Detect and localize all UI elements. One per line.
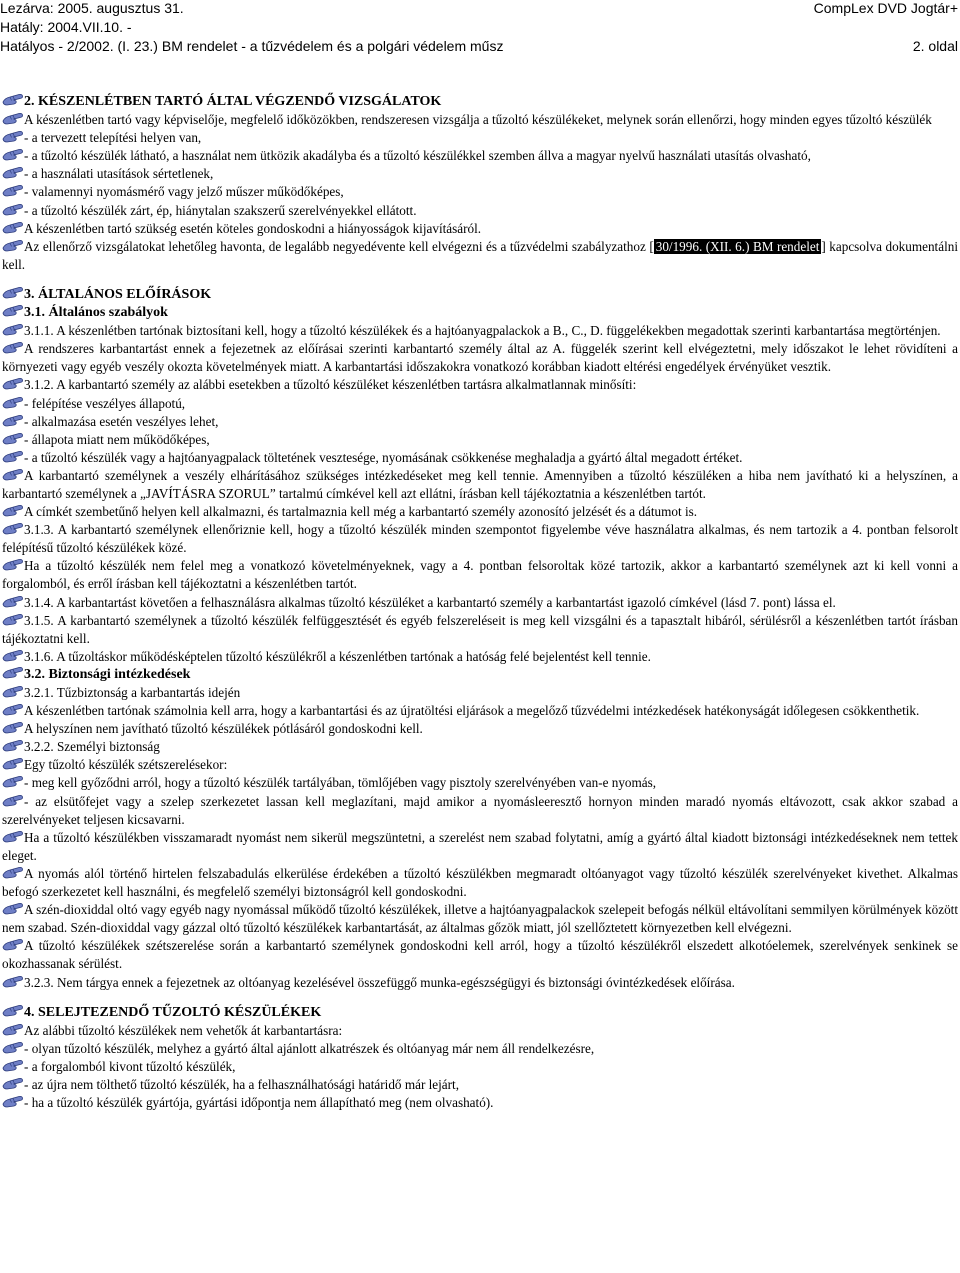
- paragraph: 3.1.6. A tűzoltáskor működésképtelen tűzoltó készülékről a készenlétben tartónak a hatóság felé bejelentést kell tennie.: [2, 648, 958, 666]
- paragraph: A készenlétben tartónak számolnia kell arra, hogy a karbantartási és az újratöltési eljárások a megelőző tűzvédelmi intézkedések hatékonyságát időlegesen csökkenthetik.: [2, 702, 958, 720]
- paragraph-marker-icon[interactable]: [2, 184, 24, 197]
- paragraph-marker-icon[interactable]: [2, 830, 24, 843]
- paragraph-marker-icon[interactable]: [2, 1041, 24, 1054]
- paragraph-marker-icon[interactable]: [2, 613, 24, 626]
- paragraph-marker-icon[interactable]: [2, 975, 24, 988]
- paragraph-marker-icon[interactable]: [2, 112, 24, 125]
- paragraph: A helyszínen nem javítható tűzoltó készülékek pótlásáról gondoskodni kell.: [2, 720, 958, 738]
- paragraph: A rendszeres karbantartást ennek a fejezetnek az előírásai szerinti karbantartó személy által az A. függelék szerint kell elvégeztetni, mely időszakot le lehet rövidíteni a környezeti vagy egyéb veszély okozta követelmények miatt. A karbantartási időszakokra vonatkozó korábban kiadott eltérési engedélyek érvényüket vesztik.: [2, 341, 958, 375]
- paragraph-marker-icon[interactable]: [2, 794, 24, 807]
- paragraph-marker-icon[interactable]: [2, 666, 24, 679]
- paragraph-marker-icon[interactable]: [2, 286, 24, 299]
- paragraph-marker-icon[interactable]: [2, 866, 24, 879]
- paragraph-marker-icon[interactable]: [2, 1095, 24, 1108]
- section-heading: 4. SELEJTEZENDŐ TŰZOLTÓ KÉSZÜLÉKEK: [2, 1004, 958, 1022]
- paragraph-marker-icon[interactable]: [2, 93, 24, 106]
- paragraph-marker-icon[interactable]: [2, 396, 24, 409]
- paragraph-marker-icon[interactable]: [2, 739, 24, 752]
- list-item: - az újra nem tölthető tűzoltó készülék, ha a felhasználhatósági határidő már lejárt,: [2, 1076, 958, 1094]
- paragraph: 3.1.4. A karbantartást követően a felhasználásra alkalmas tűzoltó készüléket a karbantartó személy a karbantartást igazoló címkével (lásd 7. pont) lássa el.: [2, 594, 958, 612]
- paragraph-marker-icon[interactable]: [2, 377, 24, 390]
- paragraph-marker-icon[interactable]: [2, 1004, 24, 1017]
- paragraph-marker-icon[interactable]: [2, 558, 24, 571]
- paragraph: A nyomás alól történő hirtelen felszabadulás elkerülése érdekében a tűzoltó készülékben megmaradt oltóanyagot vagy tűzoltó készülék szerelvényeket kivethet. Alkalmas befogó szerkezetet kell használni, és megfelelő személyi biztonságról kell gondoskodni.: [2, 865, 958, 900]
- paragraph: Ha a tűzoltó készülék nem felel meg a vonatkozó követelményeknek, vagy a 4. pontban felsoroltak közé tartozik, akkor a karbantartó személynek azt ki kell vonni a forgalomból, és erről írásban kell tájékoztatni a készenlétben tartót.: [2, 558, 958, 592]
- paragraph-marker-icon[interactable]: [2, 902, 24, 915]
- paragraph: Ha a tűzoltó készülékben visszamaradt nyomást nem sikerül megszüntetni, a szerelést nem szabad folytatni, amíg a gyártó által kiadott biztonsági intézkedéseknek nem tettek eleget.: [2, 829, 958, 863]
- paragraph-marker-icon[interactable]: [2, 1077, 24, 1090]
- paragraph: Az alábbi tűzoltó készülékek nem vehetők át karbantartásra:: [2, 1022, 958, 1040]
- paragraph: Az ellenőrző vizsgálatokat lehetőleg havonta, de legalább negyedévente kell elvégezni és a tűzvédelmi szabályzathoz [ 30/1996. (XII. 6.) BM rendelet ] kapcsolva dokumentálni kell.: [2, 238, 958, 272]
- paragraph: A címkét szembetűnő helyen kell alkalmazni, és tartalmaznia kell még a karbantartó személy azonosító jelzését és a dátumot is.: [2, 503, 958, 521]
- list-item: - ha a tűzoltó készülék gyártója, gyártási időpontja nem állapítható meg (nem olvasható).: [2, 1094, 958, 1112]
- list-item: - valamennyi nyomásmérő vagy jelző műszer működőképes,: [2, 183, 958, 201]
- paragraph-marker-icon[interactable]: [2, 775, 24, 788]
- paragraph-marker-icon[interactable]: [2, 414, 24, 427]
- paragraph-marker-icon[interactable]: [2, 757, 24, 770]
- list-item: - a tervezett telepítési helyen van,: [2, 129, 958, 147]
- paragraph-marker-icon[interactable]: [2, 432, 24, 445]
- list-item: - a tűzoltó készülék zárt, ép, hiánytalan szakszerű szerelvényekkel ellátott.: [2, 202, 958, 220]
- paragraph-marker-icon[interactable]: [2, 721, 24, 734]
- header-page-number: 2. oldal: [912, 38, 958, 54]
- paragraph-marker-icon[interactable]: [2, 450, 24, 463]
- paragraph-marker-icon[interactable]: [2, 304, 24, 317]
- paragraph-marker-icon[interactable]: [2, 341, 24, 354]
- paragraph-marker-icon[interactable]: [2, 938, 24, 951]
- paragraph-marker-icon[interactable]: [2, 504, 24, 517]
- paragraph: 3.2.2. Személyi biztonság: [2, 738, 958, 756]
- list-item: - az elsütőfejet vagy a szelep szerkezetet lassan kell meglazítani, majd amikor a nyomásleeresztő hornyon minden maradó nyomás eltávozott, csak akkor szabad a szerelvényeket teljesen kicsavarni.: [2, 793, 958, 827]
- list-item: - a használati utasítások sértetlenek,: [2, 165, 958, 183]
- list-item: - a tűzoltó készülék látható, a használat nem ütközik akadályba és a tűzoltó készülékkel szemben állva a magyar nyelvű használati utasítás olvasható,: [2, 147, 958, 165]
- paragraph: 3.1.1. A készenlétben tartónak biztosítani kell, hogy a tűzoltó készülékek és a hajtóanyagpalackok a B., C., D. függelékekben megadottak szerinti karbantartása megtörténjen.: [2, 322, 958, 340]
- list-item: - állapota miatt nem működőképes,: [2, 431, 958, 449]
- header-document-title: Hatályos - 2/2002. (I. 23.) BM rendelet - a tűzvédelem és a polgári védelem műsz: [0, 38, 504, 54]
- paragraph: A karbantartó személynek a veszély elhárításához szükséges intézkedéseket meg kell tennie. Amennyiben a tűzoltó készüléken a hiba nem javítható ki a helyszínen, a karbantartó személynek a „JAVÍTÁSRA SZORUL” tartalmú címkével kell azt ellátni, írásban kell tájékoztatnia a készenlétben tartót.: [2, 467, 958, 501]
- list-item: - meg kell győződni arról, hogy a tűzoltó készülék tartályában, tömlőjében vagy pisztoly szerelvényében van-e nyomás,: [2, 774, 958, 792]
- paragraph: A készenlétben tartó szükség esetén köteles gondoskodni a hiányosságok kijavításáról.: [2, 220, 958, 238]
- paragraph-marker-icon[interactable]: [2, 685, 24, 698]
- paragraph-marker-icon[interactable]: [2, 148, 24, 161]
- section-heading: 2. KÉSZENLÉTBEN TARTÓ ÁLTAL VÉGZENDŐ VIZSGÁLATOK: [2, 93, 958, 111]
- paragraph-marker-icon[interactable]: [2, 166, 24, 179]
- header-closed-date: Lezárva: 2005. augusztus 31.: [0, 0, 184, 16]
- paragraph-marker-icon[interactable]: [2, 203, 24, 216]
- list-item: - felépítése veszélyes állapotú,: [2, 395, 958, 413]
- paragraph: A készenlétben tartó vagy képviselője, megfelelő időközökben, rendszeresen vizsgálja a tűzoltó készülékeket, melynek során ellenőrzi, hogy minden egyes tűzoltó készülék: [2, 111, 958, 129]
- paragraph: 3.2.1. Tűzbiztonság a karbantartás idején: [2, 684, 958, 702]
- paragraph: A tűzoltó készülékek szétszerelése során a karbantartó személynek gondoskodni kell arról, hogy a tűzoltó készülékről elszedett alkotóelemek, szerelvények senkinek se okozhassanak sérülést.: [2, 938, 958, 972]
- paragraph: 3.1.5. A karbantartó személynek a tűzoltó készülék felfüggesztését és egyéb felszereléseit is meg kell vizsgálni és a tapasztalt hibáról, sérülésről a készenlétben tartót írásban tájékoztatni kell.: [2, 612, 958, 646]
- list-item: - a forgalomból kivont tűzoltó készülék,: [2, 1058, 958, 1076]
- paragraph: 3.1.3. A karbantartó személynek ellenőriznie kell, hogy a tűzoltó készülék minden szempontot figyelembe véve használatra alkalmas, és nem tartozik a 4. pontban felsorolt felépítésű tűzoltó készülékek közé.: [2, 522, 958, 556]
- header-effect-date: Hatály: 2004.VII.10. -: [0, 19, 132, 35]
- section-heading: 3. ÁLTALÁNOS ELŐÍRÁSOK: [2, 286, 958, 304]
- paragraph-marker-icon[interactable]: [2, 221, 24, 234]
- list-item: - olyan tűzoltó készülék, melyhez a gyártó által ajánlott alkatrészek és oltóanyag már nem áll rendelkezésre,: [2, 1040, 958, 1058]
- document-body: [2, 93, 958, 1112]
- subsection-heading: 3.2. Biztonsági intézkedések: [2, 666, 958, 684]
- paragraph-marker-icon[interactable]: [2, 522, 24, 535]
- paragraph-marker-icon[interactable]: [2, 1059, 24, 1072]
- law-reference-link[interactable]: 30/1996. (XII. 6.) BM rendelet: [655, 238, 820, 254]
- list-item: - alkalmazása esetén veszélyes lehet,: [2, 413, 958, 431]
- paragraph-marker-icon[interactable]: [2, 468, 24, 481]
- subsection-heading: 3.1. Általános szabályok: [2, 304, 958, 322]
- paragraph: 3.2.3. Nem tárgya ennek a fejezetnek az oltóanyag kezelésével összefüggő munka-egészségügyi és biztonsági óvintézkedések előírása.: [2, 974, 958, 992]
- paragraph-marker-icon[interactable]: [2, 239, 24, 252]
- paragraph: Egy tűzoltó készülék szétszerelésekor:: [2, 756, 958, 774]
- paragraph: 3.1.2. A karbantartó személy az alábbi esetekben a tűzoltó készüléket készenlétben tartásra alkalmatlannak minősíti:: [2, 376, 958, 394]
- paragraph: A szén-dioxiddal oltó vagy egyéb nagy nyomással működő tűzoltó készülékek, illetve a hajtóanyagpalackok szelepeit befogás nélkül eltávolítani semmilyen körülmények között nem szabad. Szén-dioxiddal vagy gázzal oltó tűzoltó készülékek karbantartását, az általmas gőzök miatt, jól szellőztetett környezetben kell elvégezni.: [2, 902, 958, 936]
- paragraph-marker-icon[interactable]: [2, 323, 24, 336]
- paragraph-marker-icon[interactable]: [2, 595, 24, 608]
- paragraph-marker-icon[interactable]: [2, 703, 24, 716]
- header-product-name: CompLex DVD Jogtár+: [813, 0, 958, 16]
- paragraph-marker-icon[interactable]: [2, 1023, 24, 1036]
- paragraph-marker-icon[interactable]: [2, 649, 24, 662]
- document-header: [0, 0, 960, 58]
- paragraph-marker-icon[interactable]: [2, 130, 24, 143]
- list-item: - a tűzoltó készülék vagy a hajtóanyagpalack töltetének vesztesége, nyomásának csökkenése meghaladja a gyártó által megadott értéket.: [2, 449, 958, 467]
